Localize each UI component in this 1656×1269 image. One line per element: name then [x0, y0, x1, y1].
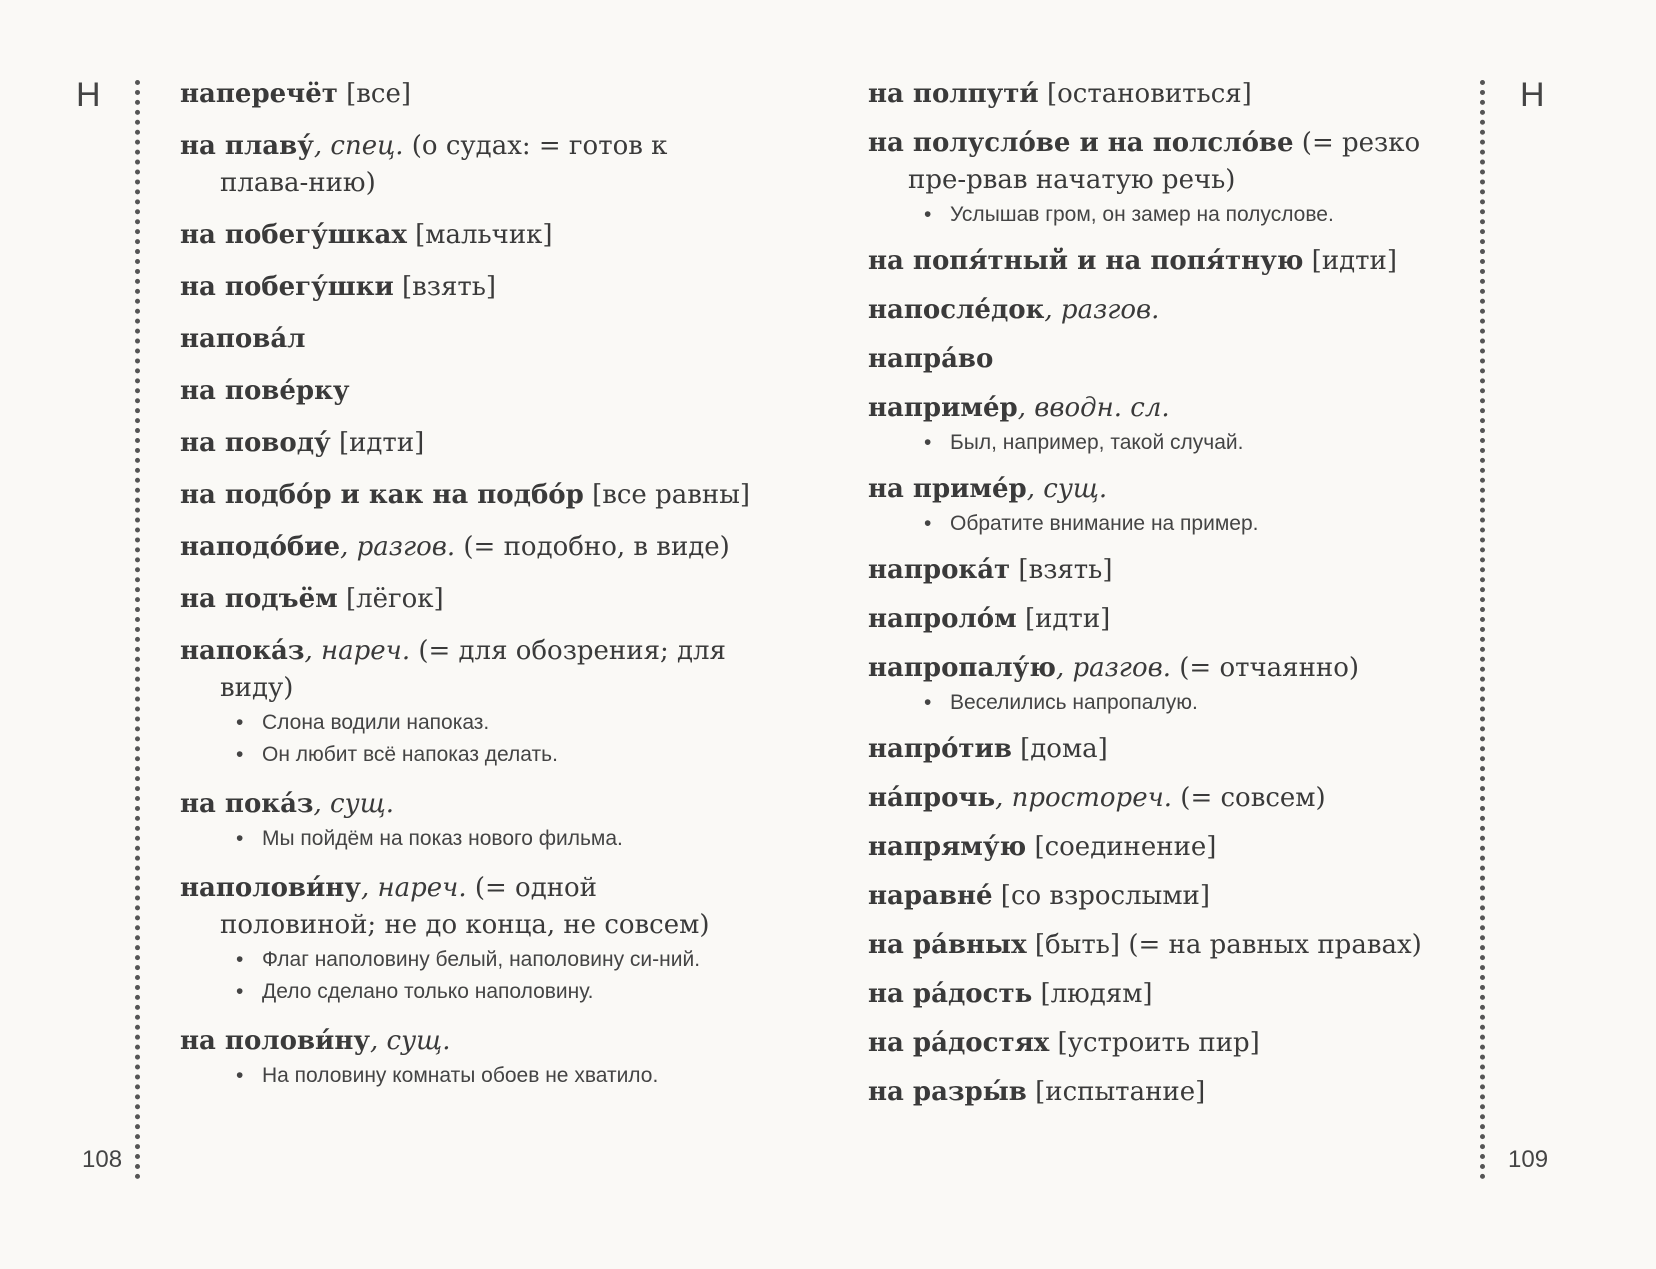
usage-example-text: На половину комнаты обоев не хватило. [262, 1064, 659, 1087]
headword: напока́з [180, 636, 305, 666]
headword: на попя́тный и на попя́тную [868, 246, 1304, 276]
dictionary-entry [180, 477, 760, 514]
grammar-note: , простореч. [995, 783, 1173, 813]
grammar-note: , разгов. [1055, 653, 1171, 683]
headword: напряму́ю [868, 832, 1027, 862]
headword: наравне́ [868, 881, 993, 911]
dictionary-entry [868, 601, 1448, 638]
entry-gloss: [остановиться] [1038, 79, 1252, 109]
usage-example-text: Веселились напропалую. [950, 691, 1198, 714]
grammar-note: , сущ. [313, 789, 394, 819]
headword: напроло́м [868, 604, 1017, 634]
entry-gloss: [со взрослыми] [992, 881, 1211, 911]
entry-gloss: (о судах: = готов к плава-нию) [220, 131, 668, 198]
dictionary-entry [180, 581, 760, 618]
usage-example [924, 687, 1448, 719]
entry-line [868, 780, 1448, 817]
entry-line [868, 292, 1448, 329]
entry-line [868, 731, 1448, 768]
usage-example [236, 1060, 760, 1092]
entry-gloss: (= для обозрения; для виду) [220, 636, 726, 703]
entry-gloss: [соединение] [1026, 832, 1217, 862]
dictionary-entry [868, 552, 1448, 589]
headword: на полови́ну [180, 1026, 370, 1056]
grammar-note: , нареч. [304, 636, 411, 666]
dictionary-entry [868, 878, 1448, 915]
dictionary-entry [868, 390, 1448, 459]
dictionary-column-right [868, 76, 1448, 1123]
headword: на разры́в [868, 1077, 1027, 1107]
entry-line [868, 601, 1448, 638]
headword: напосле́док [868, 295, 1045, 325]
headword: на плаву́ [180, 131, 314, 161]
usage-example [924, 508, 1448, 540]
dictionary-entry [868, 927, 1448, 964]
dictionary-entry [180, 786, 760, 855]
entry-line [180, 633, 760, 707]
dictionary-entry [868, 1025, 1448, 1062]
entry-line [868, 390, 1448, 427]
headword: на пове́рку [180, 376, 350, 406]
entry-line [180, 1023, 760, 1060]
entry-line [868, 341, 1448, 378]
dictionary-entry [180, 1023, 760, 1092]
dictionary-entry [180, 633, 760, 771]
headword: на́прочь [868, 783, 996, 813]
entry-gloss: [взять] [393, 272, 497, 302]
headword: на полпути́ [868, 79, 1039, 109]
headword: наподо́бие [180, 532, 341, 562]
entry-line [180, 786, 760, 823]
dictionary-entry [180, 269, 760, 306]
usage-example-text: Мы пойдём на показ нового фильма. [262, 827, 623, 850]
usage-example-text: Был, например, такой случай. [950, 431, 1244, 454]
entry-gloss: [все равны] [583, 480, 751, 510]
usage-example [236, 976, 760, 1008]
entry-gloss: [дома] [1011, 734, 1108, 764]
headword: на пока́з [180, 789, 314, 819]
entry-line [180, 373, 760, 410]
headword: на приме́р [868, 474, 1027, 504]
grammar-note: , сущ. [1026, 474, 1108, 504]
usage-example [236, 707, 760, 739]
entry-gloss: [взять] [1010, 555, 1113, 585]
entry-gloss: [идти] [1303, 246, 1398, 276]
usage-example [924, 199, 1448, 231]
entry-line [868, 829, 1448, 866]
grammar-note: , спец. [313, 131, 404, 161]
dictionary-entry [868, 243, 1448, 280]
dictionary-entry [868, 780, 1448, 817]
entry-gloss: [лёгок] [337, 584, 444, 614]
page-number-left: 108 [82, 1146, 123, 1173]
entry-gloss: [идти] [1016, 604, 1111, 634]
grammar-note: , нареч. [360, 873, 467, 903]
dictionary-entry [180, 128, 760, 202]
headword: напова́л [180, 324, 306, 354]
entry-line [868, 1074, 1448, 1111]
entry-line [868, 976, 1448, 1013]
entry-line [868, 471, 1448, 508]
dictionary-entry [180, 217, 760, 254]
dictionary-entry [180, 373, 760, 410]
headword: напра́во [868, 344, 994, 374]
headword: наприме́р [868, 393, 1018, 423]
usage-example-text: Флаг наполовину белый, наполовину си-ний. [262, 948, 701, 971]
headword: на побегу́шки [180, 272, 394, 302]
headword: напропалу́ю [868, 653, 1056, 683]
dictionary-entry [868, 341, 1448, 378]
headword: на поводу́ [180, 428, 331, 458]
headword: на подбо́р и как на подбо́р [180, 480, 584, 510]
entry-line [180, 529, 760, 566]
usage-example [236, 944, 760, 976]
entry-line [868, 878, 1448, 915]
grammar-note: , сущ. [370, 1026, 451, 1056]
headword: на подъём [180, 584, 338, 614]
grammar-note: , разгов. [340, 532, 456, 562]
headword: напро́тив [868, 734, 1012, 764]
headword: на ра́достях [868, 1028, 1050, 1058]
usage-example-text: Услышав гром, он замер на полуслове. [950, 203, 1334, 226]
dictionary-entry [868, 76, 1448, 113]
entry-line [868, 243, 1448, 280]
entry-line [180, 269, 760, 306]
entry-line [180, 477, 760, 514]
headword: наполови́ну [180, 873, 361, 903]
headword: напрока́т [868, 555, 1011, 585]
entry-gloss: [идти] [330, 428, 425, 458]
entry-line [868, 125, 1448, 199]
entry-line [868, 1025, 1448, 1062]
usage-example-text: Он любит всё напоказ делать. [262, 743, 558, 766]
dictionary-entry [180, 321, 760, 358]
entry-gloss: [устроить пир] [1049, 1028, 1260, 1058]
dictionary-entry [180, 529, 760, 566]
grammar-note: , вводн. сл. [1017, 393, 1170, 423]
grammar-note: , разгов. [1044, 295, 1160, 325]
section-letter-left: Н [76, 76, 101, 114]
entry-line [868, 552, 1448, 589]
entry-line [180, 76, 760, 113]
dictionary-entry [180, 870, 760, 1008]
entry-gloss: (= подобно, в виде) [455, 532, 730, 562]
dictionary-entry [868, 1074, 1448, 1111]
entry-gloss: (= отчаянно) [1171, 653, 1360, 683]
entry-gloss: [все] [337, 79, 411, 109]
usage-example-text: Обратите внимание на пример. [950, 512, 1259, 535]
entry-line [180, 425, 760, 462]
page-number-right: 109 [1508, 1146, 1549, 1173]
dictionary-entry [868, 829, 1448, 866]
dictionary-entry [180, 425, 760, 462]
entry-line [180, 217, 760, 254]
headword: на полусло́ве и на полсло́ве [868, 128, 1294, 158]
usage-example [924, 427, 1448, 459]
headword: на ра́дость [868, 979, 1033, 1009]
dictionary-entry [868, 976, 1448, 1013]
dictionary-entry [868, 292, 1448, 329]
usage-example-text: Дело сделано только наполовину. [262, 980, 594, 1003]
dictionary-entry [868, 731, 1448, 768]
dictionary-entry [868, 650, 1448, 719]
entry-line [868, 76, 1448, 113]
entry-gloss: [людям] [1032, 979, 1153, 1009]
headword: на ра́вных [868, 930, 1027, 960]
entry-line [180, 321, 760, 358]
entry-line [180, 128, 760, 202]
entry-gloss: [быть] (= на равных правах) [1026, 930, 1422, 960]
entry-gloss: [мальчик] [406, 220, 553, 250]
entry-line [180, 870, 760, 944]
usage-example [236, 739, 760, 771]
entry-line [868, 650, 1448, 687]
usage-example [236, 823, 760, 855]
headword: на побегу́шках [180, 220, 407, 250]
entry-gloss: (= резко пре-рвав начатую речь) [908, 128, 1421, 195]
dictionary-column-left [180, 76, 760, 1107]
entry-gloss: [испытание] [1026, 1077, 1206, 1107]
dictionary-entry [868, 471, 1448, 540]
entry-gloss: (= одной половиной; не до конца, не совсем) [220, 873, 710, 940]
entry-gloss: (= совсем) [1172, 783, 1326, 813]
entry-line [868, 927, 1448, 964]
dictionary-entry [180, 76, 760, 113]
dotted-divider-right [1480, 80, 1485, 1180]
usage-example-text: Слона водили напоказ. [262, 711, 490, 734]
headword: наперечёт [180, 79, 338, 109]
dictionary-entry [868, 125, 1448, 231]
dotted-divider-left [135, 80, 140, 1180]
section-letter-right: Н [1520, 76, 1545, 114]
entry-line [180, 581, 760, 618]
